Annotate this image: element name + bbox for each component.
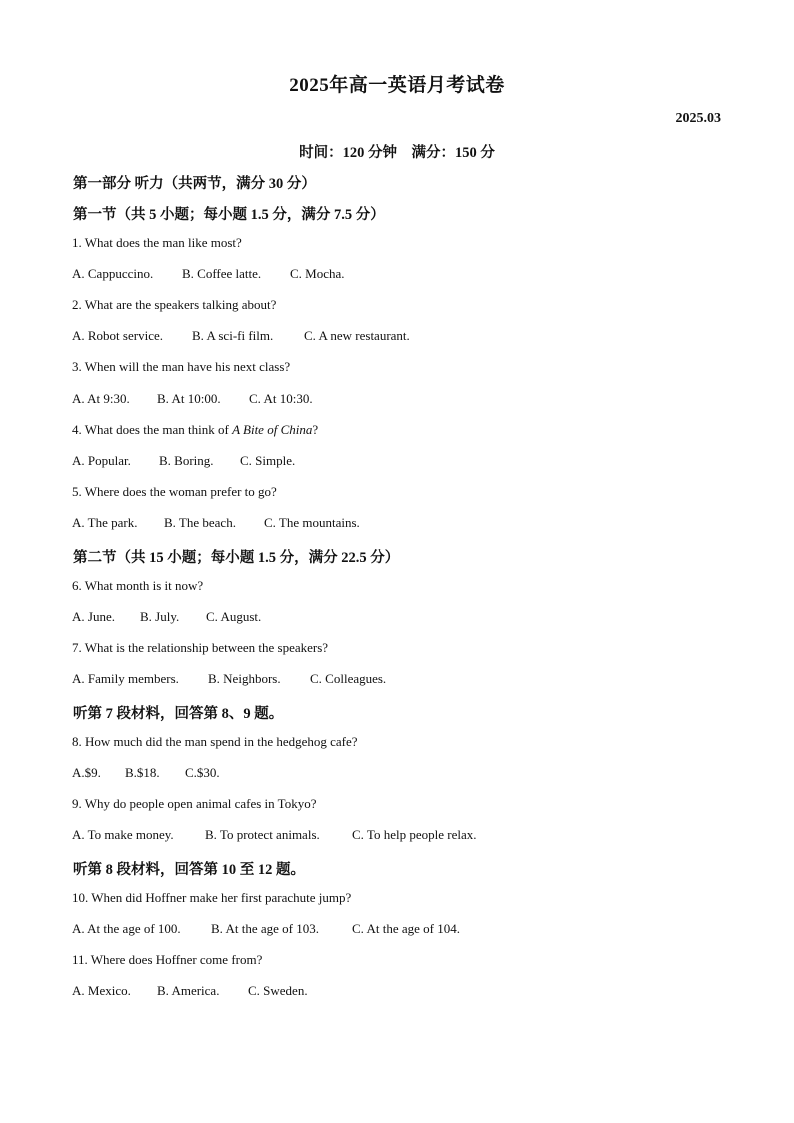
option-b: B.$18. — [125, 765, 160, 780]
option-b: B. America. — [157, 983, 220, 998]
question-4 — [72, 422, 318, 438]
options-6 — [72, 609, 261, 625]
question-4-prefix: 4. What does the man think of — [72, 422, 233, 437]
option-c: C. The mountains. — [264, 515, 360, 530]
option-c: C. At the age of 104. — [352, 921, 460, 936]
option-a: A. At 9:30. — [72, 391, 130, 406]
option-c: C.$30. — [185, 765, 220, 780]
question-4-suffix: ? — [312, 422, 319, 437]
options-3 — [72, 391, 313, 407]
option-a: A.$9. — [72, 765, 101, 780]
option-b: B. At 10:00. — [157, 391, 221, 406]
option-c: C. A new restaurant. — [304, 328, 410, 343]
option-a: A. To make money. — [72, 827, 174, 842]
option-b: B. July. — [140, 609, 180, 624]
options-5 — [72, 515, 360, 531]
question-3: 3. When will the man have his next class? — [72, 359, 291, 374]
material7-heading: 听第 7 段材料，回答第 8、9 题。 — [73, 706, 284, 722]
options-11 — [72, 983, 308, 999]
option-c: C. To help people relax. — [352, 827, 477, 842]
option-a: A. The park. — [72, 515, 138, 530]
options-9 — [72, 827, 476, 843]
part1-heading: 第一部分 听力（共两节，满分 30 分） — [73, 176, 316, 192]
exam-time-score: 时间：120 分钟 满分：150 分 — [299, 145, 495, 161]
option-a: A. Mexico. — [72, 983, 131, 998]
options-2 — [72, 328, 410, 344]
option-c: C. At 10:30. — [249, 391, 313, 406]
option-b: B. Neighbors. — [208, 671, 281, 686]
exam-title: 2025年高一英语月考试卷 — [289, 75, 505, 96]
exam-date: 2025.03 — [675, 111, 721, 126]
material8-heading: 听第 8 段材料，回答第 10 至 12 题。 — [73, 862, 305, 878]
option-c: C. Mocha. — [290, 266, 345, 281]
options-10 — [72, 921, 460, 937]
options-1 — [72, 266, 345, 282]
option-a: A. Robot service. — [72, 328, 163, 343]
option-c: C. Colleagues. — [310, 671, 387, 686]
option-a: A. At the age of 100. — [72, 921, 181, 936]
option-b: B. Coffee latte. — [182, 266, 262, 281]
option-b: B. To protect animals. — [205, 827, 320, 842]
option-a: A. Family members. — [72, 671, 179, 686]
option-a: A. Popular. — [72, 453, 131, 468]
section1-heading: 第一节（共 5 小题；每小题 1.5 分，满分 7.5 分） — [73, 207, 385, 223]
option-b: B. A sci-fi film. — [192, 328, 274, 343]
question-8: 8. How much did the man spend in the hedgehog cafe? — [72, 734, 358, 749]
question-11: 11. Where does Hoffner come from? — [72, 952, 263, 967]
option-a: A. June. — [72, 609, 115, 624]
option-a: A. Cappuccino. — [72, 266, 154, 281]
section2-heading: 第二节（共 15 小题；每小题 1.5 分，满分 22.5 分） — [73, 550, 400, 566]
question-6: 6. What month is it now? — [72, 578, 204, 593]
question-1: 1. What does the man like most? — [72, 235, 242, 250]
option-c: C. August. — [206, 609, 262, 624]
question-4-title: A Bite of China — [232, 422, 313, 437]
options-8 — [72, 765, 220, 781]
question-2: 2. What are the speakers talking about? — [72, 297, 277, 312]
option-c: C. Simple. — [240, 453, 296, 468]
option-b: B. The beach. — [164, 515, 236, 530]
options-7 — [72, 671, 386, 687]
option-b: B. Boring. — [159, 453, 214, 468]
option-c: C. Sweden. — [248, 983, 308, 998]
question-9: 9. Why do people open animal cafes in Tokyo? — [72, 796, 317, 811]
question-5: 5. Where does the woman prefer to go? — [72, 484, 277, 499]
question-7: 7. What is the relationship between the speakers? — [72, 640, 329, 655]
option-b: B. At the age of 103. — [211, 921, 319, 936]
options-4 — [72, 453, 295, 469]
question-10: 10. When did Hoffner make her first parachute jump? — [72, 890, 352, 905]
